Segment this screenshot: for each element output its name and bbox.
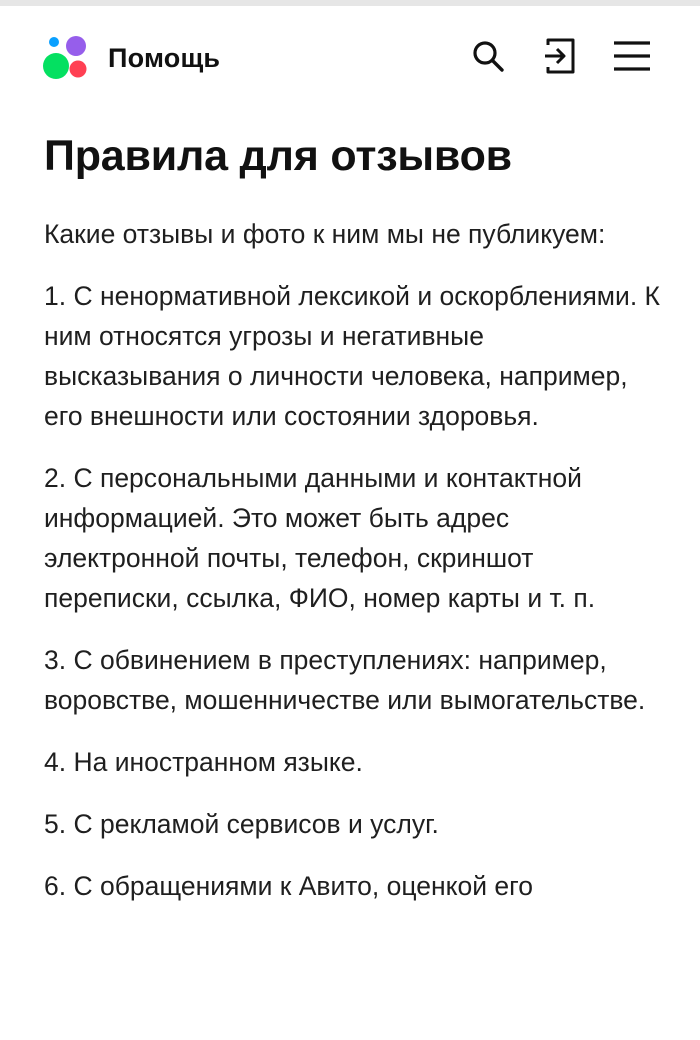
rule-item: 6. С обращениями к Авито, оценкой его <box>44 871 533 901</box>
search-icon <box>470 38 506 79</box>
rule-item: 4. На иностранном языке. <box>44 747 363 777</box>
rule-item: 2. С персональными данными и контактной информацией. Это может быть адрес электронной почты, телефон, скриншот переписки, ссылка, ФИО, номер карты и т. п. <box>44 463 596 613</box>
intro-text: Какие отзывы и фото к ним мы не публикуем: <box>44 219 606 249</box>
hamburger-menu-icon <box>612 38 652 79</box>
avito-logo-icon[interactable] <box>42 34 90 82</box>
login-icon <box>542 37 578 80</box>
header <box>0 6 700 110</box>
search-button[interactable] <box>466 36 510 80</box>
rule-item: 5. С рекламой сервисов и услуг. <box>44 809 439 839</box>
rule-item: 1. С ненормативной лексикой и оскорблениями. К ним относятся угрозы и негативные высказывания о личности человека, например, его внешности или состоянии здоровья. <box>44 281 660 431</box>
article <box>44 128 664 906</box>
menu-button[interactable] <box>610 36 654 80</box>
login-button[interactable] <box>538 36 582 80</box>
page-title: Правила для отзывов <box>44 132 512 180</box>
rule-item: 3. С обвинением в преступлениях: например, воровстве, мошенничестве или вымогательстве. <box>44 645 646 715</box>
help-title[interactable]: Помощь <box>108 43 221 73</box>
